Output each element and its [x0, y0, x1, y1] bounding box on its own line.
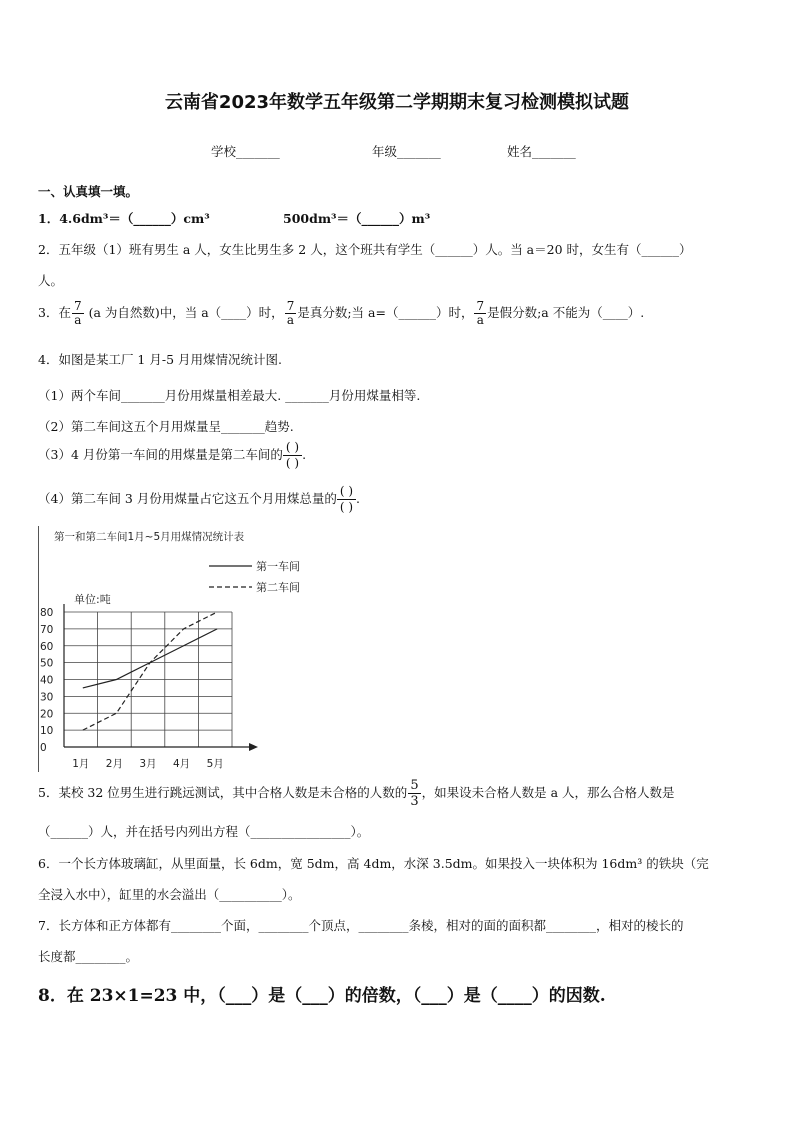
question-1a: 1．4.6dm³＝（______）cm³: [38, 211, 210, 226]
question-3-part2: (a 为自然数)中，当 a（____）时，: [84, 305, 284, 320]
fraction-7-over-a: $\frac{7}{a}$: [476, 299, 485, 327]
question-7-line2: 长度都________。: [38, 949, 139, 964]
x-tick-label: 3月: [139, 758, 157, 770]
x-tick-label: 5月: [206, 758, 224, 770]
question-5-line1: 5．某校 32 位男生进行跳远测试，其中合格人数是未合格的人数的 $\frac{5}{3}$ ，如果设未合格人数是 a 人，那么合格人数是: [38, 778, 675, 809]
question-4-sub2: （2）第二车间这五个月用煤量呈_______趋势.: [38, 419, 294, 434]
x-axis-arrow: [249, 743, 258, 751]
question-3: [38, 300, 644, 327]
x-tick-label: 1月: [72, 758, 90, 770]
name-field: 姓名_______: [507, 144, 576, 159]
x-tick-label: 2月: [105, 758, 123, 770]
question-1b: 500dm³＝（______）m³: [283, 211, 431, 226]
y-tick-label: 80: [40, 607, 54, 619]
question-4-sub1: （1）两个车间_______月份用煤量相差最大. _______月份用煤量相等.: [38, 388, 421, 403]
series-line-2: [83, 612, 217, 730]
series-line-1: [83, 629, 217, 688]
coal-usage-line-chart: [38, 526, 318, 772]
fraction-7-over-a: $\frac{7}{a}$: [286, 299, 295, 327]
question-5-line2: （______）人，并在括号内列出方程（________________）。: [38, 824, 370, 839]
question-8: 8．在 23×1=23 中，（___）是（___）的倍数，（___）是（____）的因数.: [38, 986, 606, 1006]
y-tick-label: 0: [40, 742, 47, 754]
question-4-sub4: （4）第二车间 3 月份用煤量占它这五个月用煤总量的 $\frac{( )}{( )}$ .: [38, 484, 361, 514]
y-tick-label: 40: [40, 674, 54, 687]
y-tick-label: 70: [40, 623, 54, 636]
y-tick-label: 50: [40, 657, 54, 670]
question-3-part4: 是假分数;a 不能为（____）.: [487, 305, 645, 320]
chart-unit-label: 单位:吨: [74, 593, 111, 606]
question-2-line1: 2．五年级（1）班有男生 a 人，女生比男生多 2 人，这个班共有学生（______）人。当 a＝20 时，女生有（______）: [38, 242, 692, 257]
fraction-5-over-3: $\frac{5}{3}$: [410, 778, 419, 809]
blank-fraction: $\frac{( )}{( )}$: [283, 440, 302, 471]
x-tick-label: 4月: [173, 758, 191, 770]
question-2-line2: 人。: [38, 273, 64, 288]
question-6-line2: 全浸入水中），缸里的水会溢出（__________）。: [38, 887, 301, 902]
fraction-7-over-a: $\frac{7}{a}$: [73, 299, 82, 327]
page-title: 云南省2023年数学五年级第二学期期末复习检测模拟试题: [164, 92, 630, 113]
question-4-sub3: （3）4 月份第一车间的用煤量是第二车间的 $\frac{( )}{( )}$ .: [38, 440, 307, 470]
y-tick-label: 20: [40, 708, 54, 721]
question-3-part1: 3．在: [38, 305, 71, 320]
legend-label-series-2: 第二车间: [256, 581, 300, 594]
question-4-intro: 4．如图是某工厂 1 月-5 月用煤情况统计图.: [38, 352, 282, 367]
question-6-line1: 6．一个长方体玻璃缸，从里面量，长 6dm，宽 5dm，高 4dm，水深 3.5dm。如果投入一块体积为 16dm³ 的铁块（完: [38, 856, 709, 871]
section-heading: 一、认真填一填。: [38, 184, 139, 199]
legend-label-series-1: 第一车间: [256, 560, 300, 573]
y-tick-label: 60: [40, 640, 54, 653]
y-tick-label: 30: [40, 691, 54, 704]
school-field: 学校_______: [211, 144, 280, 159]
chart-title: 第一和第二车间1月~5月用煤情况统计表: [54, 531, 245, 543]
grade-field: 年级_______: [372, 144, 441, 159]
question-3-part3: 是真分数;当 a=（______）时，: [297, 305, 474, 320]
blank-fraction: $\frac{( )}{( )}$: [337, 484, 356, 515]
question-7-line1: 7．长方体和正方体都有________个面，________个顶点，________条棱，相对的面的面积都________，相对的棱长的: [38, 918, 684, 933]
y-tick-label: 10: [40, 725, 54, 738]
